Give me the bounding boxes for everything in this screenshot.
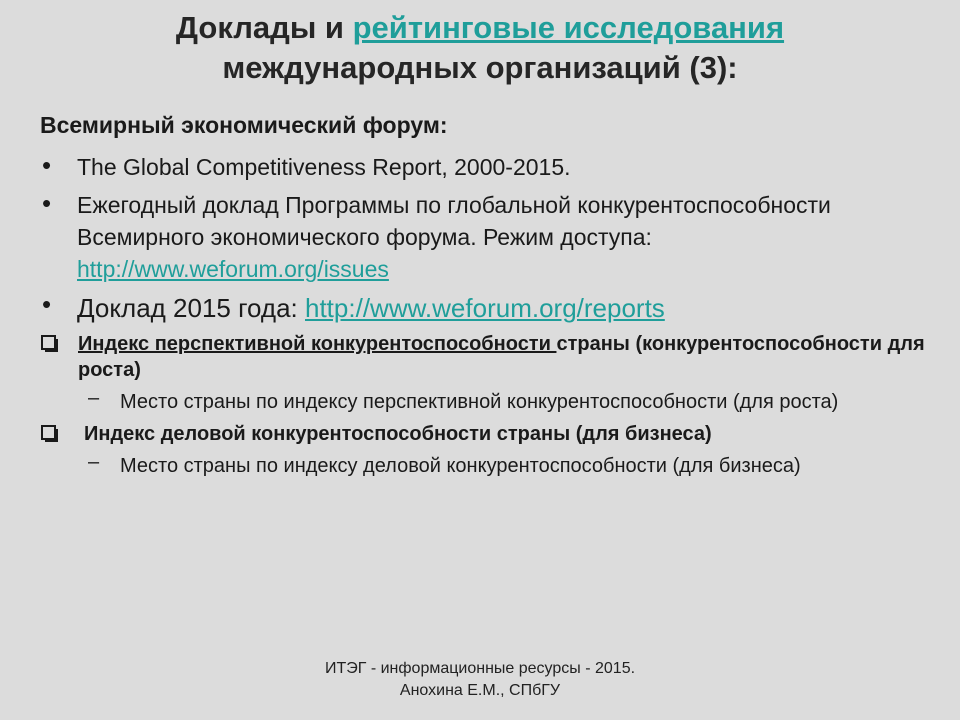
title-line-1 <box>0 8 960 48</box>
sub-item-text: Место страны по индексу перспективной конкурентоспособности (для роста) <box>120 391 839 413</box>
checkbox-square-icon <box>41 425 56 440</box>
bullet-icon: • <box>42 289 52 319</box>
bullet-text: The Global Competitiveness Report, 2000-2015. <box>77 154 571 180</box>
bullet-text: Доклад 2015 года: <box>77 293 305 323</box>
dash-icon: – <box>88 387 100 409</box>
dash-icon: – <box>88 451 100 473</box>
index-title: Индекс деловой конкурентоспособности страны (для бизнеса) <box>84 423 712 445</box>
index-item <box>40 331 940 383</box>
slide-title <box>0 8 960 88</box>
slide-content <box>40 112 940 485</box>
title-text: Доклады и <box>175 10 353 45</box>
bullet-item <box>40 151 940 183</box>
sub-item <box>40 389 940 415</box>
bullet-icon: • <box>42 150 52 180</box>
bullet-item <box>40 291 940 325</box>
index-title-underlined: Индекс перспективной конкурентоспособности <box>78 333 557 355</box>
checkbox-square-icon <box>41 335 56 350</box>
bullet-icon: • <box>42 188 52 218</box>
sub-item <box>40 453 940 479</box>
section-heading: Всемирный экономический форум: <box>40 112 448 138</box>
slide-footer <box>0 658 960 702</box>
sub-item-text: Место страны по индексу деловой конкурентоспособности (для бизнеса) <box>120 455 801 477</box>
title-line-2: международных организаций (3): <box>222 50 738 85</box>
index-title: страны (конкурентоспособности для роста) <box>78 333 925 381</box>
weforum-reports-link[interactable]: http://www.weforum.org/reports <box>305 293 665 323</box>
footer-line-2: Анохина Е.М., СПбГУ <box>399 682 561 699</box>
footer-line-1: ИТЭГ - информационные ресурсы - 2015. <box>324 660 636 677</box>
weforum-issues-link[interactable]: http://www.weforum.org/issues <box>77 256 389 282</box>
bullet-text: Ежегодный доклад Программы по глобальной конкурентоспособности Всемирного экономического форума. Режим доступа: <box>77 192 831 250</box>
index-item <box>40 421 940 447</box>
title-link[interactable]: рейтинговые исследования <box>352 10 785 45</box>
bullet-item <box>40 189 940 285</box>
